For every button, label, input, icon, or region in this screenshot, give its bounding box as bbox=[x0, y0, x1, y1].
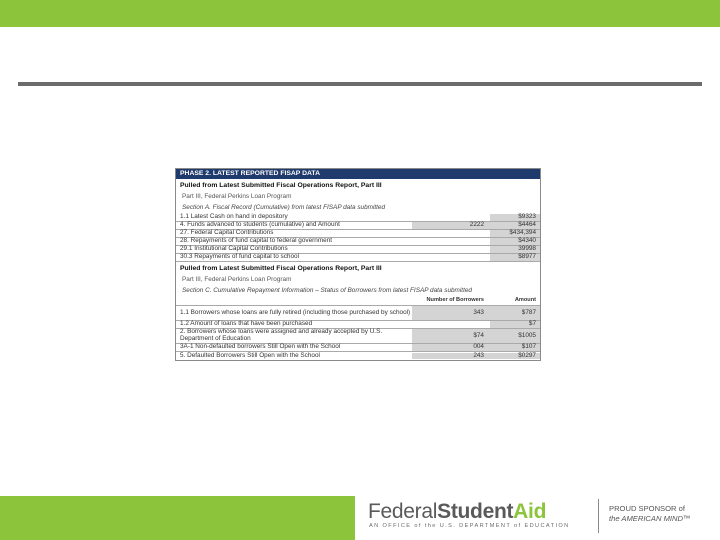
section-title: Section C. Cumulative Repayment Information – Status of Borrowers from latest FISAP data submitted bbox=[182, 287, 472, 295]
logo-federal: Federal bbox=[368, 500, 438, 523]
column-header-row bbox=[176, 297, 540, 306]
row-mid-value: 243 bbox=[412, 353, 490, 360]
table-row bbox=[176, 254, 540, 262]
section-header: Pulled from Latest Submitted Fiscal Operations Report, Part III bbox=[180, 264, 382, 272]
row-amount: $9323 bbox=[490, 214, 540, 221]
row-label: 1.1 Latest Cash on hand in depository bbox=[180, 213, 288, 221]
row-amount: $434,394 bbox=[490, 230, 540, 237]
section-title: Section A. Fiscal Record (Cumulative) from latest FISAP data submitted bbox=[182, 204, 386, 212]
column-header-amount: Amount bbox=[514, 297, 536, 304]
row-label: 3A-1 Non-defaulted borrowers Still Open with the School bbox=[180, 343, 341, 351]
row-mid-value: 343 bbox=[412, 306, 490, 320]
sponsor-line-2: the AMERICAN MIND™ bbox=[609, 513, 691, 523]
row-label: 2. Borrowers whose loans were assigned and already accepted by U.S. Department of Education bbox=[180, 328, 383, 342]
row-label: 27. Federal Capital Contributions bbox=[180, 229, 274, 237]
row-label: 29.1 Institutional Capital Contributions bbox=[180, 245, 288, 253]
row-label: 28. Repayments of fund capital to federal government bbox=[180, 237, 333, 245]
top-green-band bbox=[0, 0, 720, 27]
row-label: 4. Funds advanced to students (cumulative) and Amount bbox=[180, 221, 340, 229]
program-subtitle: Part III, Federal Perkins Loan Program bbox=[182, 193, 292, 201]
row-amount: $787 bbox=[490, 306, 540, 320]
row-label: 1.1 Borrowers whose loans are fully retired (including those purchased by school) bbox=[180, 308, 411, 316]
table-row bbox=[176, 306, 540, 321]
program-subtitle: Part III, Federal Perkins Loan Program bbox=[182, 276, 292, 284]
row-amount: $1005 bbox=[490, 329, 540, 343]
row-amount: 39998 bbox=[490, 246, 540, 253]
row-amount: $107 bbox=[490, 344, 540, 351]
footer-logo-panel bbox=[355, 496, 720, 540]
table-row bbox=[176, 352, 540, 360]
row-amount: $8977 bbox=[490, 254, 540, 261]
sponsor-line-1: PROUD SPONSOR of bbox=[609, 504, 685, 513]
federal-student-aid-logo bbox=[368, 500, 546, 524]
row-amount: $7 bbox=[490, 321, 540, 328]
footer-band bbox=[0, 496, 720, 540]
logo-aid: Aid bbox=[513, 500, 547, 523]
phase-title: PHASE 2. LATEST REPORTED FISAP DATA bbox=[176, 169, 540, 179]
row-label: 1.2 Amount of loans that have been purchased bbox=[180, 320, 313, 328]
row-mid-value: 004 bbox=[412, 344, 490, 351]
section-header: Pulled from Latest Submitted Fiscal Operations Report, Part III bbox=[180, 181, 382, 189]
sponsor-text bbox=[609, 504, 691, 524]
column-header-borrowers: Number of Borrowers bbox=[426, 297, 484, 304]
table-row bbox=[176, 329, 540, 344]
row-mid-value: $74 bbox=[412, 329, 490, 343]
row-label: 5. Defaulted Borrowers Still Open with the School bbox=[180, 351, 320, 359]
logo-divider bbox=[598, 499, 599, 533]
fisap-data-table bbox=[175, 168, 541, 361]
row-mid-value: 2222 bbox=[412, 222, 490, 229]
logo-student: Student bbox=[437, 500, 514, 523]
row-amount: $0297 bbox=[490, 353, 540, 360]
row-amount: $4464 bbox=[490, 222, 540, 229]
table-row bbox=[176, 344, 540, 352]
row-label: 30.3 Repayments of fund capital to school bbox=[180, 253, 300, 261]
logo-tagline: AN OFFICE of the U.S. DEPARTMENT of EDUCATION bbox=[369, 523, 570, 529]
row-amount: $4340 bbox=[490, 238, 540, 245]
title-rule bbox=[18, 82, 702, 86]
